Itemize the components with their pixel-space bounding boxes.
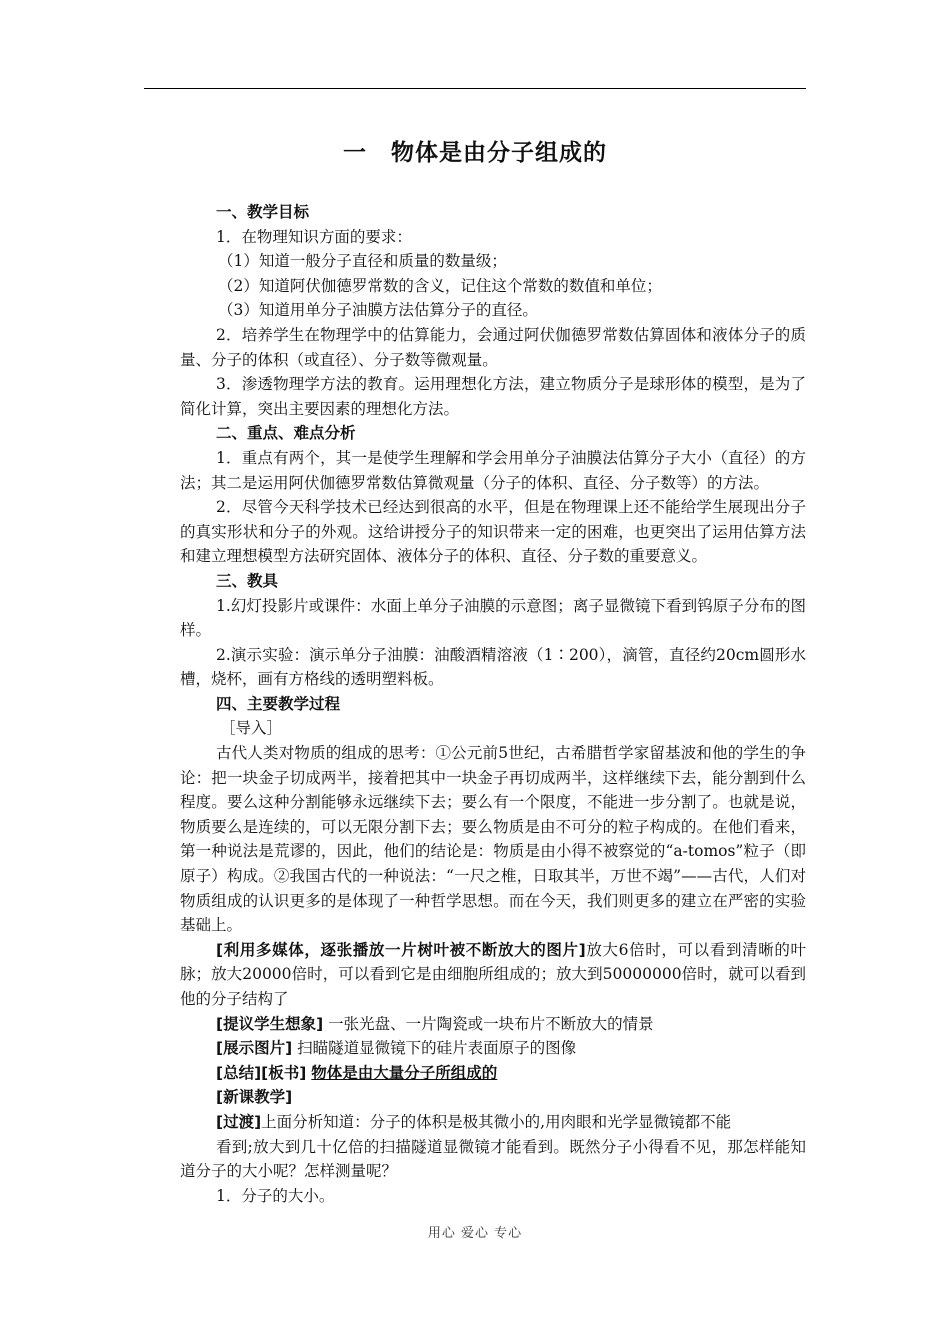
intro-paragraph: 古代人类对物质的组成的思考：①公元前5世纪，古希腊哲学家留基波和他的学生的争论：把一块金子切成两半，接着把其中一块金子再切成两半，这样继续下去，能分割到什么程度。要么这种分割能够永远继续下去；要么有一个限度，不能进一步分割了。也就是说，物质要么是连续的，可以无限分割下去；要么物质是由不可分的粒子构成的。在他们看来，第一种说法是荒谬的，因此，他们的结论是：物质是由小得不被察觉的“a-tomos”粒子（即原子）构成。②我国古代的一种说法：“一尺之椎，日取其半，万世不竭”——古代，人们对物质组成的认识更多的是体现了一种哲学思想。而在今天，我们则更多的建立在严密的实验基础上。 [180,744,806,935]
objective-sub-1: （1）知道一般分子直径和质量的数量级； [218,252,507,271]
show-tag: [展示图片] [216,1039,293,1058]
summary-paragraph [180,1061,806,1086]
summary-text: 物体是由大量分子所组成的 [311,1063,498,1082]
transition-paragraph [180,1110,806,1135]
objective-item-2: 2．培养学生在物理学中的估算能力，会通过阿伏伽德罗常数估算固体和液体分子的质量、分子的体积（或直径）、分子数等微观量。 [180,325,806,369]
objective-item-3: 3．渗透物理学方法的教育。运用理想化方法，建立物质分子是球形体的模型，是为了简化计算，突出主要因素的理想化方法。 [180,375,806,418]
show-paragraph [180,1036,806,1061]
document-body [180,200,806,1208]
teaching-aid-1: 1.幻灯投影片或课件：水面上单分子油膜的示意图；离子显微镜下看到钨原子分布的图样。 [180,596,806,640]
point-molecule-size: 1．分子的大小。 [216,1186,335,1205]
objective-sub-3: （3）知道用单分子油膜方法估算分子的直径。 [218,301,538,320]
transition-tag: [过渡] [216,1112,262,1131]
objective-sub-2: （2）知道阿伏伽德罗常数的含义，记住这个常数的数值和单位； [218,276,662,295]
section-heading-objectives: 一、教学目标 [216,203,310,221]
key-point-1: 1．重点有两个，其一是使学生理解和学会用单分子油膜法估算分子大小（直径）的方法；其二是运用阿伏伽德罗常数估算微观量（分子的体积、直径、分子数等）的方法。 [180,448,806,492]
section-heading-process: 四、主要教学过程 [216,694,341,713]
objective-item-1: 1．在物理知识方面的要求： [216,227,412,246]
key-point-2: 2．尽管今天科学技术已经达到很高的水平，但是在物理课上还不能给学生展现出分子的真实形状和分子的外观。这给讲授分子的知识带来一定的困难，也更突出了运用估算方法和建立理想模型方法研究固体、液体分子的体积、直径、分子数的重要意义。 [180,498,806,566]
new-lesson-tag: [新课教学] [216,1088,293,1107]
teaching-aid-2: 2.演示实验：演示单分子油膜：油酸酒精溶液（1∶200），滴管，直径约20cm圆形水槽，烧杯，画有方格线的透明塑料板。 [180,645,806,689]
imagine-paragraph [180,1012,806,1037]
media-paragraph [180,938,806,1012]
section-heading-teaching-aids: 三、教具 [216,571,279,590]
imagine-tag: [提议学生想象] [216,1014,324,1033]
section-heading-key-points: 二、重点、难点分析 [216,424,356,443]
show-text: 扫瞄隧道显微镜下的硅片表面原子的图像 [292,1039,577,1058]
media-tag: [利用多媒体，逐张播放一片树叶被不断放大的图片] [216,940,586,959]
summary-tag: [总结][板书] [216,1063,307,1082]
transition-continuation: 看到;放大到几十亿倍的扫描隧道显微镜才能看到。既然分子小得看不见，那怎样能知道分子的大小呢？怎样测量呢？ [180,1137,806,1181]
header-rule [144,88,806,89]
transition-text: 上面分析知道：分子的体积是极其微小的,用肉眼和光学显微镜都不能 [261,1112,732,1131]
page-footer: 用心 爱心 专心 [427,1226,523,1241]
media-text: 放大6倍时，可以看到清晰的叶脉；放大20000倍时，可以看到它是由细胞所组成的；放大到50000000倍时，就可以看到他的分子结构了 [180,940,806,1008]
intro-tag: ［导入］ [220,719,283,738]
page-title: 一 物体是由分子组成的 [343,140,607,166]
imagine-text: 一张光盘、一片陶瓷或一块布片不断放大的情景 [323,1014,654,1033]
